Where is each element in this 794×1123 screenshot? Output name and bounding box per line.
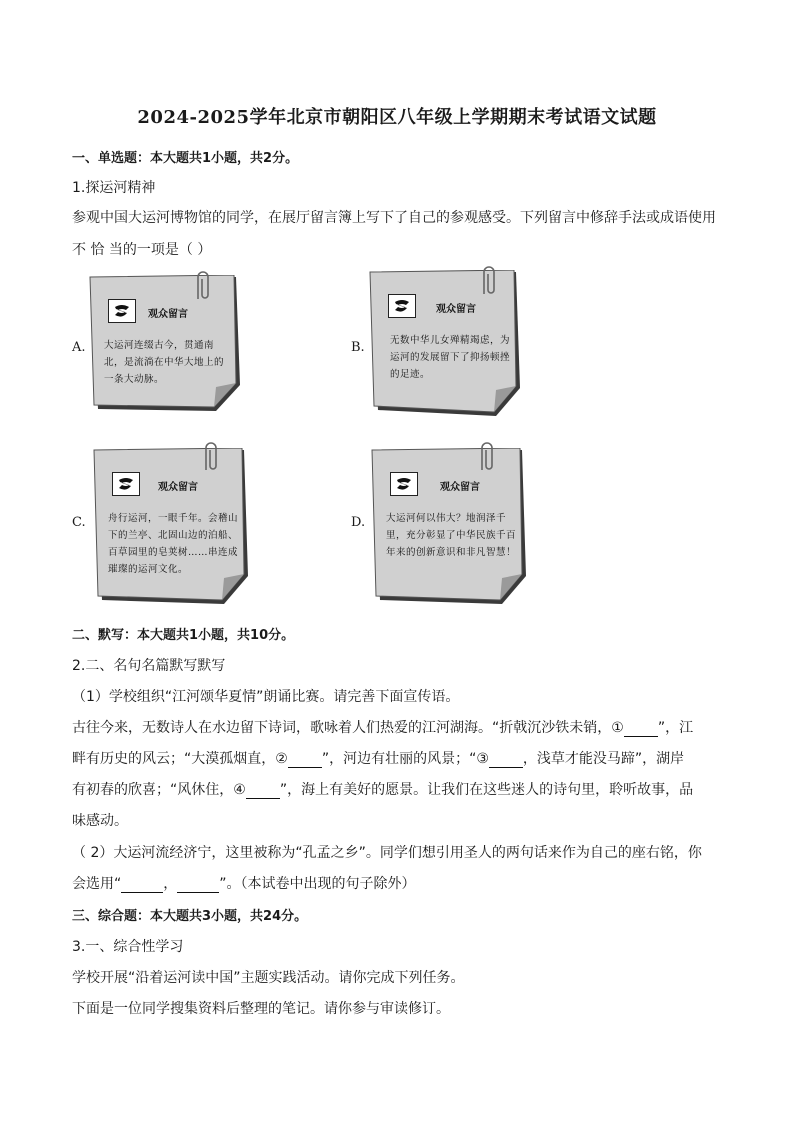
fill-paragraph-line-4: 味感动。 [72,813,128,829]
museum-logo-icon [112,472,140,496]
note-body: 无数中华儿女殚精竭虑，为运河的发展留下了抑扬顿挫的足迹。 [390,335,511,380]
blank-3[interactable] [489,753,523,768]
page-title: 2024-2025学年北京市朝阳区八年级上学期期末考试语文试题 [137,107,657,128]
question-2-sub-2-line-1: （ 2）大运河流经济宁，这里被称为“孔孟之乡”。同学们想引用圣人的两句话来作为自己的座右铭，你 [72,845,702,861]
fill-paragraph-line-2: 畔有历史的风云；“大漠孤烟直，② ”，河边有壮丽的风景；“③ ，浅草才能没马蹄”，湖岸 [72,751,685,767]
option-c-letter: C. [72,515,86,530]
section-heading-1: 一、单选题：本大题共1小题，共2分。 [72,151,299,166]
option-a-letter: A. [72,340,86,355]
fill-paragraph-line-3: 有初春的欣喜；“风休住，④ ”，海上有美好的愿景。让我们在这些迷人的诗句里，聆听故事，品 [72,782,694,798]
motto-blank-2[interactable] [177,878,219,893]
question-3-heading: 3.一、综合性学习 [72,939,184,955]
option-c-note[interactable] [92,448,252,608]
paper-clip-icon [478,264,500,298]
section-heading-3: 三、综合题：本大题共3小题，共24分。 [72,909,308,924]
note-title: 观众留言 [436,304,476,315]
blank-1[interactable] [624,722,658,737]
question-1-heading: 1.探运河精神 [72,180,156,196]
paper-clip-icon [200,440,222,474]
option-a-note[interactable] [88,275,248,415]
blank-1-label: ① [611,720,624,736]
note-body: 大运河何以伟大？地润泽千里，充分彰显了中华民族千百年来的创新意识和非凡智慧！ [386,513,517,558]
museum-logo-icon [108,299,136,323]
question-3-line-2: 下面是一位同学搜集资料后整理的笔记。请你参与审读修订。 [72,1001,450,1017]
option-d-letter: D. [351,515,366,530]
blank-4[interactable] [246,784,280,799]
blank-2[interactable] [288,753,322,768]
question-2-sub-2-line-2: 会选用“ ， ”。（本试卷中出现的句子除外） [72,876,416,892]
question-1-stem-line-1: 参观中国大运河博物馆的同学，在展厅留言簿上写下了自己的参观感受。下列留言中修辞手法或成语使用 [72,210,716,226]
note-title: 观众留言 [158,482,198,493]
option-b-letter: B. [351,340,365,355]
fill-paragraph-line-1: 古往今来，无数诗人在水边留下诗词，歌咏着人们热爱的江河湖海。“折戟沉沙铁未销，① ”，江 [72,720,694,736]
blank-3-label: ③ [476,751,489,767]
museum-logo-icon [388,294,416,318]
note-title: 观众留言 [440,482,480,493]
option-b-note[interactable] [368,270,528,410]
section-heading-2: 二、默写：本大题共1小题，共10分。 [72,628,295,643]
blank-2-label: ② [275,751,288,767]
question-1-stem-line-2: 不 恰 当的一项是（ ） [72,242,212,258]
museum-logo-icon [390,472,418,496]
blank-4-label: ④ [233,782,246,798]
note-body: 舟行运河，一眼千年。会稽山下的兰亭、北固山边的泊船、百草园里的皂荚树……串连成璀璨的运河文化。 [108,513,239,575]
motto-blank-1[interactable] [121,878,163,893]
question-3-line-1: 学校开展“沿着运河读中国”主题实践活动。请你完成下列任务。 [72,970,465,986]
paper-clip-icon [476,440,498,474]
note-title: 观众留言 [148,309,188,320]
option-d-note[interactable] [370,448,530,608]
question-2-sub-1: （1）学校组织“江河颂华夏情”朗诵比赛。请完善下面宣传语。 [72,689,460,705]
paper-clip-icon [192,269,214,303]
note-body: 大运河连缀古今，贯通南北，是流淌在中华大地上的一条大动脉。 [104,340,225,385]
question-2-heading: 2.二、名句名篇默写默写 [72,658,226,674]
